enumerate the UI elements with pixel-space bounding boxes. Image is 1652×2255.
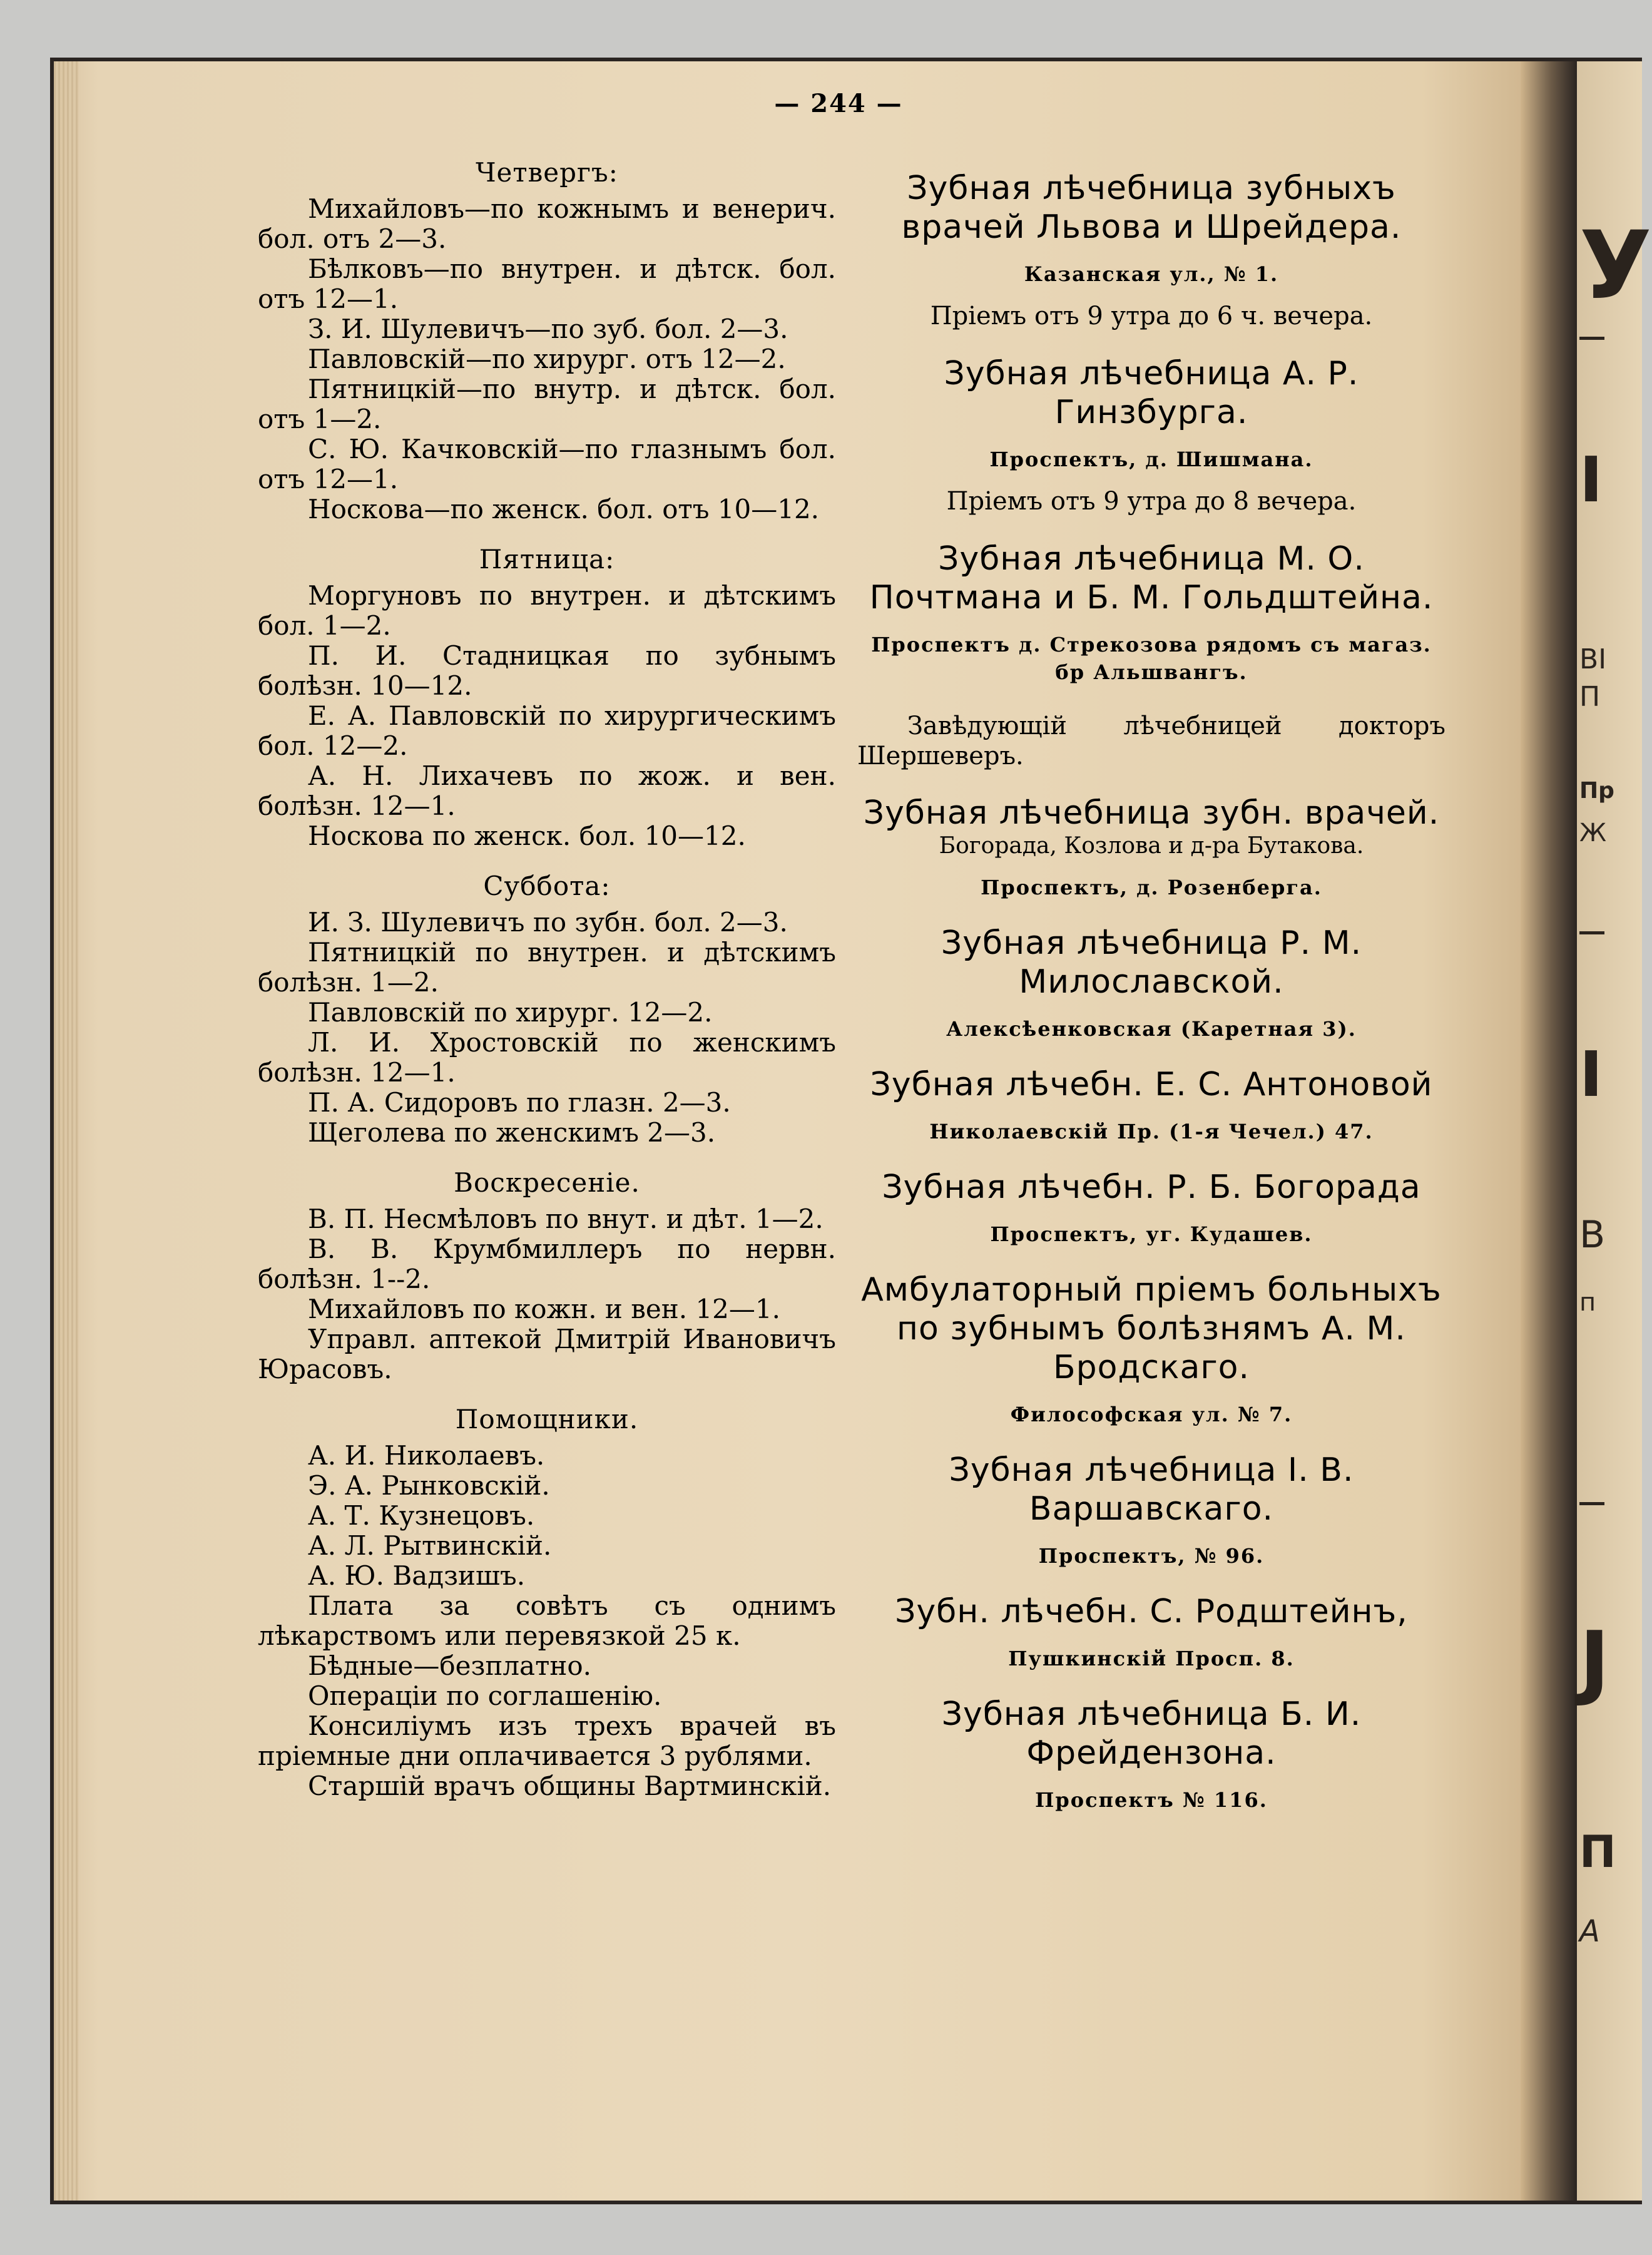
next-page-fragment: І: [1579, 443, 1603, 516]
section-heading: Суббота:: [483, 871, 611, 901]
clinic-title: Амбулаторный пріемъ больныхъ по зубнымъ болѣзнямъ А. М. Бродскаго.: [861, 1271, 1442, 1386]
clinic-title: Зубная лѣчебн. Е. С. Антоновой: [870, 1066, 1433, 1103]
schedule-line: П. А. Сидоровъ по глазн. 2—3.: [308, 1087, 731, 1118]
next-page-fragment: п: [1579, 1288, 1596, 1317]
schedule-friday: [258, 543, 836, 851]
next-page-fragment: А: [1579, 1914, 1600, 1949]
schedule-line: Бѣлковъ—по внутрен. и дѣтск. бол. отъ 12—1.: [258, 253, 836, 314]
clinic-entry: [857, 1695, 1446, 1814]
fee-note: Плата за совѣтъ съ однимъ лѣкарствомъ или перевязкой 25 к.: [258, 1590, 836, 1651]
schedule-line: Михайловъ по кожн. и вен. 12—1.: [308, 1294, 780, 1324]
schedule-line: И. З. Шулевичъ по зубн. бол. 2—3.: [308, 907, 788, 938]
left-column: [258, 156, 836, 1801]
clinic-title: Зубная лѣчебница А. Р. Гинзбурга.: [944, 355, 1359, 431]
clinic-entry: [857, 1168, 1446, 1248]
book-gutter: [1521, 61, 1577, 2201]
schedule-line: Щеголева по женскимъ 2—3.: [308, 1117, 716, 1148]
page-number: — 244 —: [774, 89, 903, 118]
schedule-line: Пятницкій—по внутр. и дѣтск. бол. отъ 1—2.: [258, 374, 836, 434]
next-page-edge: [1577, 61, 1652, 2201]
clinic-address: Проспектъ № 116.: [1035, 1788, 1268, 1812]
section-heading: Помощники.: [455, 1404, 639, 1434]
next-page-fragment: Ж: [1579, 819, 1607, 847]
section-heading: Четвергъ:: [476, 157, 618, 188]
clinic-title: Зубная лѣчебница І. В. Варшавскаго.: [949, 1451, 1354, 1528]
assistant-name: А. Л. Рытвинскій.: [308, 1530, 552, 1561]
clinic-address: Николаевскій Пр. (1-я Чечел.) 47.: [929, 1120, 1374, 1143]
next-page-rule: [1579, 337, 1604, 340]
section-heading: Воскресеніе.: [454, 1167, 640, 1198]
schedule-saturday: [258, 870, 836, 1148]
clinic-entry: [857, 924, 1446, 1043]
clinic-entry: [857, 794, 1446, 901]
next-page-rule: [1579, 1502, 1604, 1505]
assistant-name: А. Ю. Вадзишъ.: [308, 1560, 526, 1591]
schedule-line: Носкова—по женск. бол. отъ 10—12.: [308, 494, 820, 524]
schedule-line: В. В. Крумбмиллеръ по нервн. болѣзн. 1--2.: [258, 1234, 836, 1294]
clinic-note: Завѣдующій лѣчебницей докторъ Шершеверъ.: [857, 712, 1446, 770]
next-page-fragment: І: [1579, 1038, 1603, 1111]
clinic-title: Зубная лѣчебница Р. М. Милославской.: [941, 924, 1362, 1001]
next-page-fragment: У: [1579, 212, 1652, 320]
schedule-line: В. П. Несмѣловъ по внут. и дѣт. 1—2.: [308, 1204, 823, 1234]
clinic-address: Проспектъ, уг. Кудашев.: [990, 1222, 1313, 1246]
section-heading: Пятница:: [479, 544, 615, 575]
next-page-fragment: Пр: [1579, 778, 1614, 804]
next-page-fragment: П: [1579, 1826, 1616, 1878]
next-page-rule: [1579, 931, 1604, 934]
fee-note: Бѣдные—безплатно.: [308, 1650, 591, 1681]
clinic-title: Зубная лѣчебница зубн. врачей.: [863, 794, 1440, 832]
schedule-line: Моргуновъ по внутрен. и дѣтскимъ бол. 1—2.: [258, 580, 836, 641]
schedule-line: Павловскій—по хирург. отъ 12—2.: [308, 344, 786, 374]
clinic-hours: Пріемъ отъ 9 утра до 8 вечера.: [946, 487, 1357, 516]
clinic-title: Зубная лѣчебница Б. И. Фрейдензона.: [941, 1695, 1362, 1772]
schedule-line: А. Н. Лихачевъ по жож. и вен. болѣзн. 12—1.: [258, 760, 836, 821]
clinic-entry: [857, 169, 1446, 332]
schedule-line: Михайловъ—по кожнымъ и венерич. бол. отъ 2—3.: [258, 193, 836, 254]
clinic-address: Пушкинскій Просп. 8.: [1008, 1647, 1295, 1670]
clinic-entry: [857, 354, 1446, 517]
clinic-subtitle: Богорада, Козлова и д-ра Бутакова.: [939, 833, 1364, 859]
clinic-title: Зубная лѣчебница зубныхъ врачей Львова и Шрейдера.: [901, 170, 1402, 246]
clinic-entry: [857, 1065, 1446, 1145]
schedule-line: Управл. аптекой Дмитрій Ивановичъ Юрасовъ.: [258, 1324, 836, 1384]
assistants-section: [258, 1403, 836, 1801]
clinic-address: Философская ул. № 7.: [1010, 1403, 1293, 1426]
clinic-entry: [857, 1592, 1446, 1672]
clinic-address: Проспектъ, № 96.: [1038, 1544, 1265, 1568]
clinic-address: Казанская ул., № 1.: [1024, 262, 1279, 286]
next-page-fragment: Ј: [1579, 1613, 1610, 1709]
schedule-line: Е. А. Павловскій по хирургическимъ бол. 12—2.: [258, 700, 836, 761]
clinic-address: Проспектъ, д. Шишмана.: [989, 447, 1313, 471]
clinic-entry: [857, 1451, 1446, 1570]
assistant-name: А. И. Николаевъ.: [308, 1440, 545, 1471]
next-page-fragment: ВІ: [1579, 643, 1607, 675]
assistant-name: А. Т. Кузнецовъ.: [308, 1500, 535, 1531]
clinic-entry: [857, 1271, 1446, 1428]
right-column: [857, 169, 1446, 1814]
clinic-title: Зубная лѣчебн. Р. Б. Богорада: [882, 1168, 1421, 1206]
schedule-line: Л. И. Хростовскій по женскимъ болѣзн. 12—1.: [258, 1027, 836, 1088]
schedule-line: П. И. Стадницкая по зубнымъ болѣзн. 10—12.: [258, 640, 836, 701]
page-edges: [54, 61, 79, 2201]
assistant-name: Э. А. Рынковскій.: [308, 1470, 550, 1501]
clinic-address: Алексѣенковская (Каретная 3).: [946, 1017, 1357, 1041]
clinic-entry: [857, 539, 1446, 771]
next-page-fragment: П: [1579, 681, 1601, 713]
clinic-address: Проспектъ д. Стрекозова рядомъ съ магаз. бр Альшвангъ.: [871, 633, 1432, 684]
schedule-line: С. Ю. Качковскій—по глазнымъ бол. отъ 12—1.: [258, 434, 836, 494]
schedule-line: Павловскій по хирург. 12—2.: [308, 997, 713, 1028]
schedule-line: З. И. Шулевичъ—по зуб. бол. 2—3.: [308, 314, 788, 344]
fee-note: Операціи по соглашенію.: [308, 1680, 662, 1711]
clinic-title: Зубная лѣчебница М. О. Почтмана и Б. М. Гольдштейна.: [869, 540, 1434, 616]
clinic-title: Зубн. лѣчебн. С. Родштейнъ,: [895, 1593, 1408, 1630]
schedule-sunday: [258, 1167, 836, 1384]
schedule-line: Пятницкій по внутрен. и дѣтскимъ болѣзн. 1—2.: [258, 937, 836, 998]
next-page-fragment: В: [1579, 1213, 1606, 1257]
clinic-hours: Пріемъ отъ 9 утра до 6 ч. вечера.: [930, 302, 1373, 330]
senior-doctor-note: Старшій врачъ общины Вартминскій.: [308, 1771, 832, 1801]
schedule-line: Носкова по женск. бол. 10—12.: [308, 821, 746, 851]
clinic-address: Проспектъ, д. Розенберга.: [981, 876, 1322, 899]
fee-note: Консиліумъ изъ трехъ врачей въ пріемные дни оплачивается 3 рублями.: [258, 1710, 836, 1771]
schedule-thursday: [258, 156, 836, 524]
